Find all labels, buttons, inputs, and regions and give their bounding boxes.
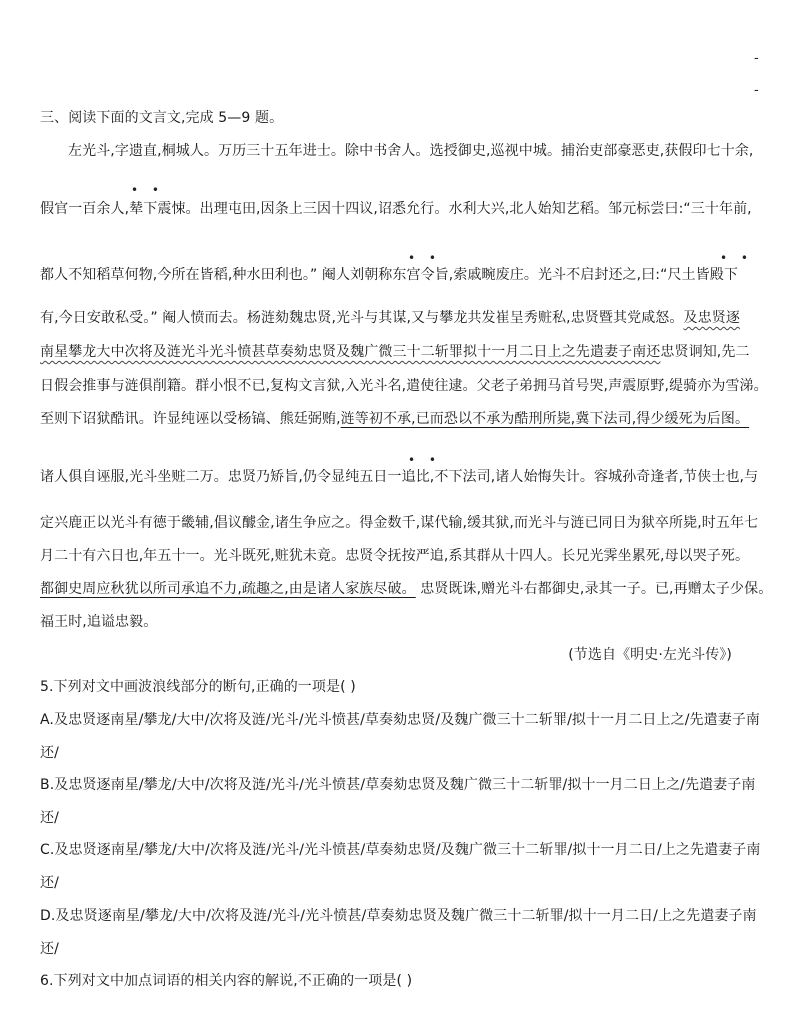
option-c-cont: 还/ [40, 875, 59, 891]
margin-mark: - [754, 51, 759, 66]
passage-line [40, 308, 780, 328]
passage-line: 福王时,追谥忠毅。 [40, 614, 158, 630]
underlined-text: 都御史周应秋犹以所司承追不力,疏趣之,由是诸人家族尽破。 [40, 581, 416, 597]
wavy-underlined-text: 及忠贤逐 [683, 310, 740, 326]
passage-line: 月二十有六日也,年五十一。光斗既死,赃犹未竟。忠贤令抚按严追,系其群从十四人。长兄光霁坐累死,母以哭子死。 [40, 548, 750, 564]
passage-line [40, 409, 780, 429]
underlined-text: 涟等初不承,已而恐以不承为酷刑所毙,冀下法司,得少缓死为后图。 [340, 411, 750, 427]
passage-line: 假官一百余人,辇下震悚。出理屯田,因条上三因十四议,诏悉允行。水利大兴,北人始知艺稻。邹元标尝曰:“三十年前, [40, 201, 752, 217]
emphasis-dot-mark: • • [408, 453, 441, 467]
passage-line: 都人不知稻草何物,今所在皆稻,种水田利也。” 阉人刘朝称东宫令旨,索戚畹废庄。光斗不启封还之,曰:“尺土皆殿下 [40, 267, 738, 283]
passage-line: 诸人俱自诬服,光斗坐赃二万。忠贤乃矫旨,仍令显纯五日一追比,不下法司,诸人始悔失计。容城孙奇逢者,节侠士也,与 [40, 469, 759, 485]
passage-line: 定兴鹿正以光斗有德于畿辅,倡议醵金,诸生争应之。得金数千,谋代输,缓其狱,而光斗与涟已同日为狱卒所毙,时五年七 [40, 515, 759, 531]
passage-text: 至则下诏狱酷讯。许显纯诬以受杨镐、熊廷弼贿, [40, 411, 341, 427]
passage-line [40, 342, 780, 362]
option-a: A.及忠贤逐南星/攀龙/大中/次将及涟/光斗/光斗愤甚/草奏劾忠贤/及魏广微三十二斩罪/拟十一月二日上之/先遣妻子南 [40, 712, 761, 728]
passage-line: 左光斗,字遗直,桐城人。万历三十五年进士。除中书舍人。选授御史,巡视中城。捕治吏部豪恶吏,获假印七十余, [68, 143, 754, 159]
margin-mark: - [754, 83, 759, 98]
passage-text: 忠贤诇知,先二 [660, 344, 750, 360]
passage-line [40, 579, 780, 599]
option-b-cont: 还/ [40, 810, 59, 826]
option-a-cont: 还/ [40, 745, 59, 761]
passage-line: 日假会推事与涟俱削籍。群小恨不已,复构文言狱,入光斗名,遣使往逮。父老子弟拥马首号哭,声震原野,缇骑亦为雪涕。 [40, 378, 768, 394]
option-b: B.及忠贤逐南星/攀龙/大中/次将及涟/光斗/光斗愤甚/草奏劾忠贤及魏广微三十二斩罪/拟十一月二日上之/先遣妻子南 [40, 777, 756, 793]
option-d-cont: 还/ [40, 941, 59, 957]
emphasis-dot-mark: • • [131, 183, 164, 197]
question-5-stem: 5.下列对文中画波浪线部分的断句,正确的一项是( ) [40, 679, 356, 695]
wavy-underlined-text: 南星攀龙大中次将及涟光斗光斗愤甚草奏劾忠贤及魏广微三十二斩罪拟十一月二日上之先遣妻子南还 [40, 344, 661, 360]
passage-text: 忠贤既诛,赠光斗右都御史,录其一子。已,再赠太子少保。 [415, 581, 773, 597]
emphasis-dot-mark: • • [720, 251, 753, 265]
source-citation: (节选自《明史·左光斗传》) [568, 647, 732, 663]
passage-text: 有,今日安敢私受。” 阉人愤而去。杨涟劾魏忠贤,光斗与其谋,又与攀龙共发崔呈秀赃私,忠贤暨其党咸怒。 [40, 310, 684, 326]
option-c: C.及忠贤逐南星/攀龙/大中/次将及涟/光斗/光斗愤甚/草奏劾忠贤/及魏广微三十二斩罪/拟十一月二日/上之先遣妻子南 [40, 842, 761, 858]
section-heading: 三、阅读下面的文言文,完成 5—9 题。 [40, 110, 284, 126]
emphasis-dot-mark: • • [408, 251, 441, 265]
option-d: D.及忠贤逐南星/攀龙/大中/次将及涟/光斗/光斗愤甚/草奏劾忠贤及魏广微三十二斩罪/拟十一月二日/上之先遣妻子南 [40, 908, 757, 924]
question-6-stem: 6.下列对文中加点词语的相关内容的解说,不正确的一项是( ) [40, 973, 413, 989]
